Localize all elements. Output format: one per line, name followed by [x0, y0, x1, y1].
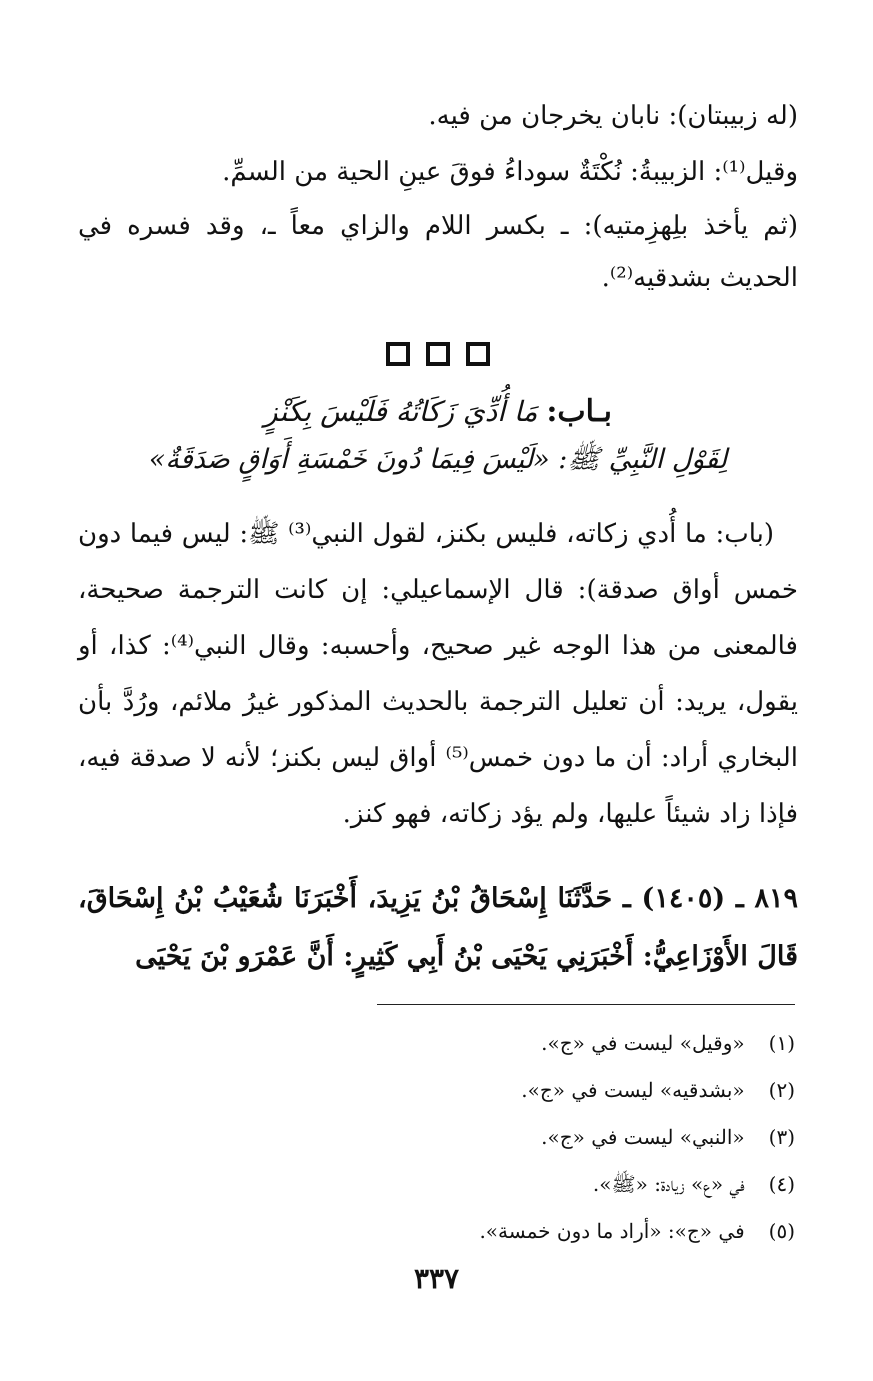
section-separator — [78, 342, 798, 366]
page-body — [78, 88, 798, 986]
separator-square — [466, 342, 490, 366]
page-number: ٣٣٧ — [413, 1262, 460, 1295]
footnote-divider — [377, 1004, 795, 1005]
separator-square — [386, 342, 410, 366]
footnote-number: (١) — [768, 1031, 795, 1055]
footnote-number: (٤) — [768, 1172, 795, 1196]
footnote-number: (٣) — [768, 1125, 795, 1149]
footnote-text: في «ع» زيادة: «ﷺ». — [592, 1172, 745, 1196]
footnote-number: (٢) — [768, 1078, 795, 1102]
text-line-lihzimatayhi: (ثم يأخذ بلِهزِمتيه): ـ بكسر اللام والزاي معاً ـ، وقد فسره في الحديث بشدقيه⁽²⁾. — [78, 211, 798, 293]
text-line-zabibatan: (له زبيبتان): نابان يخرجان من فيه. — [428, 101, 798, 131]
footnote-text: «بشدقيه» ليست في «ج». — [521, 1078, 745, 1102]
footnote-text: في «ج»: «أراد ما دون خمسة». — [479, 1219, 745, 1243]
separator-square — [426, 342, 450, 366]
footnote-item — [75, 1114, 795, 1161]
chapter-label: بـاب: — [546, 394, 612, 429]
commentary-paragraph: (باب: ما أُدي زكاته، فليس بكنز، لقول النبي⁽³⁾ ﷺ: ليس فيما دون خمس أواق صدقة): قال الإسماعيلي: إن كانت الترجمة صحيحة، فالمعنى من هذا الوجه غير صحيح، وأحسبه: وقال النبي⁽⁴⁾: كذا، أو يقول، يريد: أن تعليل الترجمة بالحديث المذكور غيرُ ملائم، ورُدَّ بأن البخاري أراد: أن ما دون خمس⁽⁵⁾ أواق ليس بكنز؛ لأنه لا صدقة فيه، فإذا زاد شيئاً عليها، ولم يؤد زكاته، فهو كنز. — [78, 519, 798, 829]
chapter-subtitle: لِقَوْلِ النَّبِيِّ ﷺ: «لَيْسَ فِيمَا دُونَ خَمْسَةِ أَوَاقٍ صَدَقَةٌ» — [148, 444, 728, 475]
footnote-item — [75, 1208, 795, 1255]
hadith-paragraph: ٨١٩ ـ (١٤٠٥) ـ حَدَّثَنَا إِسْحَاقُ بْنُ يَزِيدَ، أَخْبَرَنَا شُعَيْبُ بْنُ إِسْحَاقَ، قَالَ الأَوْزَاعِيُّ: أَخْبَرَنِي يَحْيَى بْنُ أَبِي كَثِيرٍ: أَنَّ عَمْرَو بْنَ يَحْيَى — [78, 883, 798, 972]
footnote-text: «النبي» ليست في «ج». — [541, 1125, 745, 1149]
footnote-item — [75, 1161, 795, 1208]
text-line-qila: وقيل⁽¹⁾: الزبيبةُ: نُكْتَةٌ سوداءُ فوقَ عينِ الحية من السمِّ. — [222, 157, 798, 187]
footnote-number: (٥) — [768, 1219, 795, 1243]
chapter-title: مَا أُدِّيَ زَكَاتُهُ فَلَيْسَ بِكَنْزٍ — [264, 395, 538, 428]
chapter-heading — [78, 388, 798, 436]
footnotes — [75, 1020, 795, 1255]
footnote-item — [75, 1067, 795, 1114]
footnote-text: «وقيل» ليست في «ج». — [541, 1031, 745, 1055]
footnote-item — [75, 1020, 795, 1067]
